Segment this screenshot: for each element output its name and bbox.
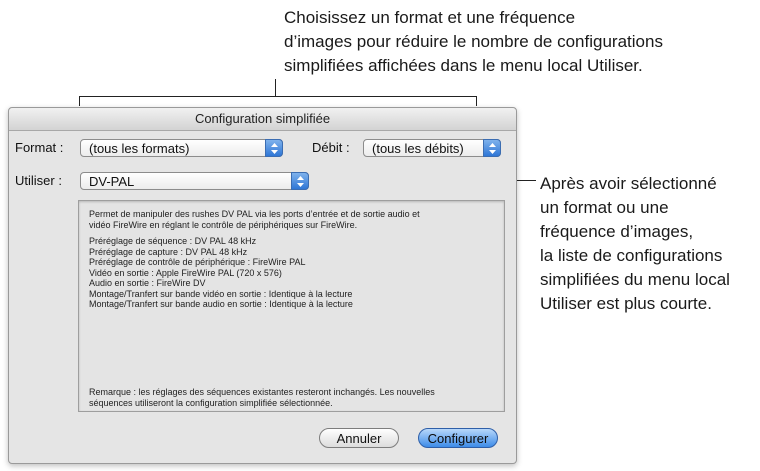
setting-line: Montage/Tranfert sur bande vidéo en sortie : Identique à la lecture [89, 288, 353, 299]
callout-top-leader [275, 79, 276, 96]
setup-description [78, 200, 505, 412]
setting-line: Préréglage de contrôle de périphérique : FireWire PAL [89, 257, 306, 267]
callout-right-line: Utiliser est plus courte. [540, 294, 712, 313]
callout-right-line: un format ou une [540, 198, 669, 217]
description-line: vidéo FireWire en réglant le contrôle de périphériques sur FireWire. [89, 219, 358, 230]
callout-top-line: d’images pour réduire le nombre de configurations [284, 32, 663, 51]
setting-line: Préréglage de séquence : DV PAL 48 kHz [89, 236, 257, 246]
configure-button[interactable]: Configurer [418, 428, 498, 448]
setting-line: Montage/Tranfert sur bande audio en sortie : Identique à la lecture [89, 299, 353, 309]
format-popup-value: (tous les formats) [89, 141, 190, 156]
callout-right-text [540, 172, 755, 316]
callout-top-line: simplifiées affichées dans le menu local Utiliser. [284, 56, 643, 75]
utiliser-popup-value: DV-PAL [89, 174, 135, 189]
easy-setup-dialog [8, 107, 517, 464]
setting-line: Préréglage de capture : DV PAL 48 kHz [89, 246, 248, 257]
callout-top-bracket-right [476, 96, 477, 106]
debit-popup[interactable] [363, 139, 501, 157]
debit-label: Débit : [312, 140, 350, 155]
remark-line: séquences utiliseront la configuration simplifiée sélectionnée. [89, 398, 333, 408]
format-popup[interactable] [80, 139, 283, 157]
format-label: Format : [15, 140, 64, 155]
utiliser-label: Utiliser : [15, 173, 62, 188]
setting-line: Vidéo en sortie : Apple FireWire PAL (720 x 576) [89, 267, 282, 278]
popup-arrows-icon [483, 139, 501, 157]
remark-text [89, 387, 499, 409]
utiliser-popup[interactable] [80, 172, 309, 190]
callout-top-text [284, 6, 754, 78]
debit-popup-value: (tous les débits) [372, 141, 464, 156]
setting-line: Audio en sortie : FireWire DV [89, 278, 206, 288]
description-line: Permet de manipuler des rushes DV PAL via les ports d’entrée et de sortie audio et [89, 209, 420, 219]
callout-right-line: la liste de configurations [540, 246, 723, 265]
callout-top-bracket-left [79, 96, 80, 106]
callout-right-line: simplifiées du menu local [540, 270, 730, 289]
callout-top-line: Choisissez un format et une fréquence [284, 8, 576, 27]
callout-right-line: fréquence d’images, [540, 222, 694, 241]
callout-right-line: Après avoir sélectionné [540, 174, 717, 193]
popup-arrows-icon [265, 139, 283, 157]
dialog-title: Configuration simplifiée [9, 108, 516, 131]
remark-line: Remarque : les réglages des séquences existantes resteront inchangés. Les nouvelles [89, 387, 435, 397]
callout-top-bracket [79, 96, 477, 97]
popup-arrows-icon [291, 172, 309, 190]
cancel-button[interactable]: Annuler [319, 428, 399, 448]
